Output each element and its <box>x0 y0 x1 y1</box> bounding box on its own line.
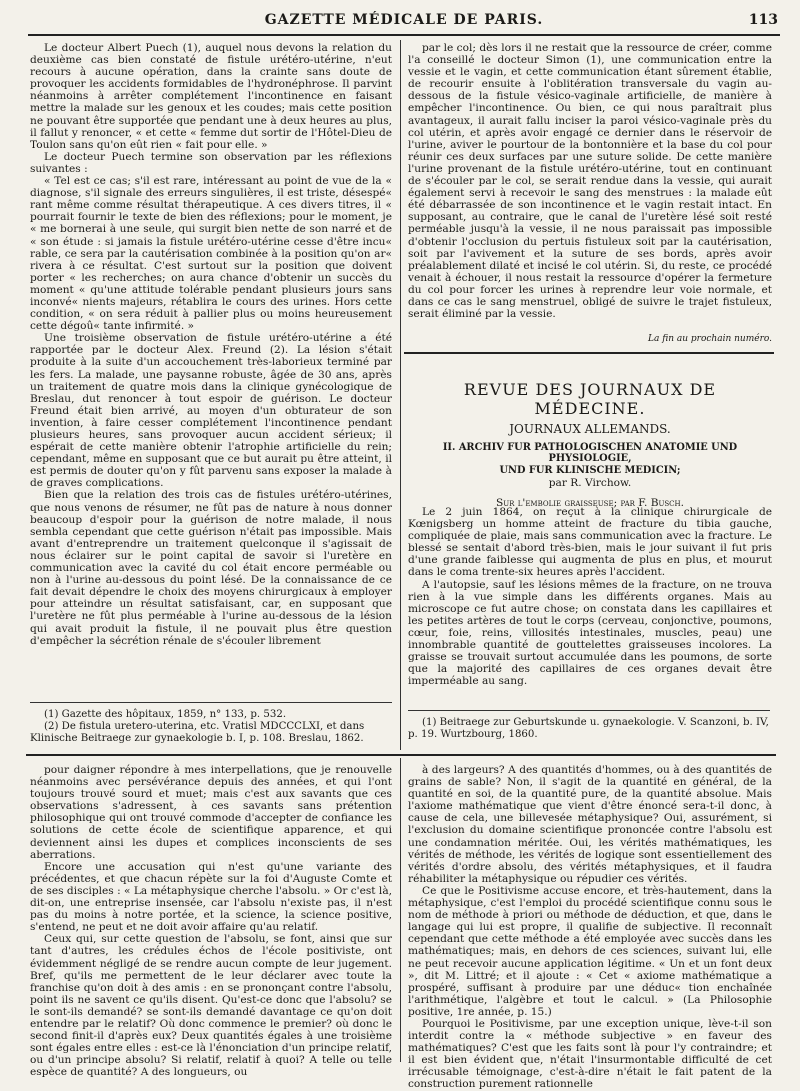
footnote-rule <box>408 710 770 711</box>
paragraph: Une troisième observation de fistule urétéro-utérine a été rapportée par le docteur Alex. Freund (2). La lésion s'était produite à la suite d'un accouchement très-laborieux terminé par les fers. La malade, une paysanne robuste, âgée de 30 ans, après un traitement de quatre mois dans la clinique gynécologique de Breslau, dut renoncer à tout espoir de guérison. Le docteur Freund était bien arrivé, au moyen d'un obturateur de son invention, à faire cesser complétement l'incontinence pendant plusieurs heures, sans provoquer aucun accident sérieux; il espérait de cette manière obtenir l'atrophie artificielle du rein; cependant, même en supposant que ce but aurait pu être atteint, il est permis de douter qu'on y fût parvenu sans exposer la malade à de graves complications. <box>30 332 392 490</box>
footnote: (1) Gazette des hôpitaux, 1859, n° 133, p. 532. <box>44 709 287 720</box>
column-divider-top <box>400 40 401 750</box>
paragraph: Ce que le Positivisme accuse encore, et très-hautement, dans la métaphysique, c'est l'emploi du procédé scientifique connu sous le nom de méthode à priori ou méthode de déduction, et que, dans le langage qui lui est propre, il qualifie de subjective. Il reconnaît cependant que cette méthode a été employée avec succès dans les mathématiques; mais, en dehors de ces sciences, suivant lui, elle ne peut recevoir aucune application légitime. « Un et un font deux », dit M. Littré; et il ajoute : « Cet « axiome mathématique a prospéré, suffisant à produire par une déduc« tion enchaînée l'arithmétique, l'algèbre et tout le calcul. » (La Philosophie positive, 1re année, p. 15.) <box>408 884 772 1018</box>
paragraph: « Tel est ce cas; s'il est rare, intéressant au point de vue de la « diagnose, s'il signale des erreurs singulières, il est triste, désespé« rant même comme résultat thérapeutique. A ces divers titres, il « pourrait fournir le texte de bien des réflexions; pour le moment, je « me bornerai à une seule, qui surgit bien nette de son narré et de « son étude : si jamais la fistule urétéro-utérine cesse d'être incu« rable, ce sera par la cautérisation combinée à la position qu'on ar« rivera à ce résultat. C'est surtout sur la position que doivent porter « les recherches; on aura chance d'obtenir un succès du moment « qu'une attitude tolérable pendant plusieurs jours sans inconvé« nients majeurs, rétablira le cours des urines. Hors cette condition, « on sera réduit à pallier plus ou moins heureusement cette dégoû« tante infirmité. » <box>30 175 392 333</box>
journal-title: GAZETTE MÉDICALE DE PARIS. <box>264 12 544 28</box>
paragraph: pour daigner répondre à mes interpellations, que je renouvelle néanmoins avec persévérance depuis des années, et qui l'ont toujours trouvé sourd et muet; mais c'est aux savants que ces observations s'adressent, à ces savants sans prétention philosophique qui ont trouvé commode d'accepter de confiance les solutions de cette école de scientifique apparence, et qui deviennent ainsi les dupes et complices inconscients de ses aberrations. <box>30 764 392 861</box>
paragraph: A l'autopsie, sauf les lésions mêmes de la fracture, on ne trouva rien à la vue simple dans les différents organes. Mais au microscope ce fut autre chose; on constata dans les capillaires et les petites artères de tout le corps (cerveau, conjonctive, poumons, cœur, foie, reins, villosités intestinales, muscles, peau) une innombrable quantité de gouttelettes graisseuses incolores. La graisse se trouvait surtout accumulée dans les poumons, de sorte que la majorité des capillaires de ces organes devait être imperméable au sang. <box>408 578 772 688</box>
paragraph: par le col; dès lors il ne restait que la ressource de créer, comme l'a conseillé le docteur Simon (1), une communication entre la vessie et le vagin, et cette communication étant sûrement établie, de recourir ensuite à l'oblitération transversale du vagin au-dessous de la fistule vésico-vaginale artificielle, de manière à empêcher l'incontinence. Ou bien, ce qui nous paraîtrait plus avantageux, il aurait fallu inciser la paroi vésico-vaginale près du col utérin, et après avoir engagé ce dernier dans le réservoir de l'urine, aviver le pourtour de la bontonnière et la base du col pour réunir ces deux surfaces par une suture solide. De cette manière l'urine provenant de la fistule urétéro-utérine, tout en continuant de s'écouler par le col, se serait rendue dans la vessie, qui aurait également servi à recevoir le sang des menstrues : la malade eût été débarrassée de son incontinence et le vagin restait intact. En supposant, au contraire, que le canal de l'uretère lésé soit resté perméable jusqu'à la vessie, il ne nous paraissait pas impossible d'obtenir l'occlusion du pertuis fistuleux soit par la cautérisation, soit par l'avivement et la suture de ses bords, après avoir préalablement dilaté et incisé le col utérin. Si, du reste, ce procédé venait à échouer, il nous restait la ressource d'opérer la fermeture du col pour forcer les urines à reprendre leur voie normale, et dans ce cas le sang menstruel, obligé de suivre le trajet fistuleux, serait éliminé par la vessie. <box>408 42 772 321</box>
archiv-title-cont: UND FUR KLINISCHE MEDICIN; <box>499 465 681 476</box>
section-subtitle: JOURNAUX ALLEMANDS. <box>509 422 671 436</box>
section-title: REVUE DES JOURNAUX DE MÉDECINE. <box>463 380 717 418</box>
column-divider-bottom <box>400 758 401 1062</box>
left-column-top <box>30 42 392 690</box>
right-column-bottom <box>408 764 772 1091</box>
archiv-title: II. ARCHIV FUR PATHOLOGISCHEN ANATOMIE UND PHYSIOLOGIE, <box>442 442 738 464</box>
section-rule <box>404 352 774 354</box>
continuation-note: La fin au prochain numéro. <box>648 334 772 344</box>
footnote: (2) De fistula uretero-uterina, etc. Vratisl MDCCCLXI, et dans Klinische Beitraege zur gynaekologie b. I, p. 108. Breslau, 1862. <box>30 721 365 744</box>
paragraph: à des largeurs? A des quantités d'hommes, ou à des quantités de grains de sable? Non, il s'agit de la quantité en général, de la quantité en soi, de la quantité pure, de la quantité absolue. Mais l'axiome mathématique que vient d'être énoncé sera-t-il donc, à cause de cela, une billevesée métaphysique? Oui, assurément, si l'exclusion du domaine scientifique prononcée contre l'absolu est une condamnation méritée. Oui, les vérités mathématiques, les vérités de méthode, les vérités de logique sont essentiellement des vérités d'ordre absolu, des vérités métaphysiques, et il faudra réhabiliter la métaphysique ou répudier ces vérités. <box>408 764 772 885</box>
paragraph: Le docteur Puech termine son observation par les réflexions suivantes : <box>30 150 392 175</box>
left-column-bottom <box>30 764 392 1079</box>
archiv-author: par R. Virchow. <box>548 477 632 489</box>
paragraph: Le docteur Albert Puech (1), auquel nous devons la relation du deuxième cas bien constaté de fistule urétéro-utérine, n'eut recours à aucune opération, dans la crainte sans doute de provoquer les accidents formidables de l'hydronéphrose. Il parvint néanmoins à arrêter complétement l'incontinence en faisant mettre la malade sur les genoux et les coudes; mais cette position ne pouvant être supportée que pendant une à deux heures au plus, il fallut y renoncer, « et cette « femme dut sortir de l'Hôtel-Dieu de Toulon sans qu'on eût rien « fait pour elle. » <box>30 42 392 151</box>
right-column-top <box>408 42 772 338</box>
paragraph: Bien que la relation des trois cas de fistules urétéro-utérines, que nous venons de résumer, ne fût pas de nature à nous donner beaucoup d'espoir pour la guérison de notre malade, il nous sembla cependant que cette guérison n'était pas impossible. Mais avant d'entreprendre un traitement quelconque il s'agissait de nous éclairer sur le point capital de savoir si l'uretère en communication avec la cavité du col était encore perméable ou non à l'urine au-dessous du point lésé. De la connaissance de ce fait devait dépendre le choix des moyens chirurgicaux à employer pour atteindre un résultat satisfaisant, car, en supposant que l'uretère ne fût plus perméable à l'urine au-dessous de la lésion qui avait produit la fistule, il ne pouvait plus être question d'empêcher la sécrétion rénale de s'écouler librement <box>30 489 392 647</box>
footnotes-left <box>30 702 392 745</box>
page-number: 113 <box>748 12 778 28</box>
right-column-middle <box>408 506 772 696</box>
feuilleton-rule <box>26 754 776 756</box>
page-header <box>28 10 780 36</box>
paragraph: Pourquoi le Positivisme, par une exception unique, lève-t-il son interdit contre la « méthode subjective » en faveur des mathématiques? C'est que les faits sont là pour l'y contraindre; et il est bien évident que, n'était l'insurmontable difficulté de cet irrécusable témoignage, c'est-à-dire n'était le fait patent de la construction purement rationnelle <box>408 1017 772 1091</box>
paragraph: Encore une accusation qui n'est qu'une variante des précédentes, et que chacun répète sur la foi d'Auguste Comte et de ses disciples : « La métaphysique cherche l'absolu. » Or c'est là, dit-on, une entreprise insensée, car l'absolu n'existe pas, il n'est pas du moins à notre portée, et la science, la science positive, s'entend, ne peut et ne doit avoir affaire qu'au relatif. <box>30 860 392 934</box>
footnotes-right <box>408 710 772 741</box>
article-title: Sur l'embolie graisseuse; par F. Busch. <box>495 497 685 509</box>
review-heading <box>408 360 772 509</box>
footnote-rule <box>30 702 392 703</box>
footnote: (1) Beitraege zur Geburtskunde u. gynaekologie. V. Scanzoni, b. IV, p. 19. Wurtzbourg, 1860. <box>408 717 769 740</box>
paragraph: Ceux qui, sur cette question de l'absolu, se font, ainsi que sur tant d'autres, les crédules échos de l'école positiviste, ont évidemment négligé de se rendre aucun compte de leur jugement. Bref, qu'ils me permettent de le leur déclarer avec toute la franchise qu'on doit à des amis : en se prononçant contre l'absolu, point ils ne savent ce qu'ils disent. Qu'est-ce donc que l'absolu? se le sont-ils demandé? se sont-ils demandé davantage ce qu'on doit entendre par le relatif? Où donc commence le premier? où donc le second finit-il d'après eux? Deux quantités égales à une troisième sont égales entre elles : est-ce là l'énonciation d'un principe relatif, ou d'un principe absolu? Si relatif, relatif à quoi? A telle ou telle espèce de quantité? A des longueurs, ou <box>30 933 392 1079</box>
paragraph: Le 2 juin 1864, on reçut à la clinique chirurgicale de Kœnigsberg un homme atteint de fracture du tibia gauche, compliquée de plaie, mais sans communication avec la fracture. Le blessé se sentait d'abord très-bien, mais le jour suivant il fut pris d'une grande faiblesse qui augmenta de plus en plus, et mourut dans le coma trente-six heures après l'accident. <box>408 506 772 579</box>
